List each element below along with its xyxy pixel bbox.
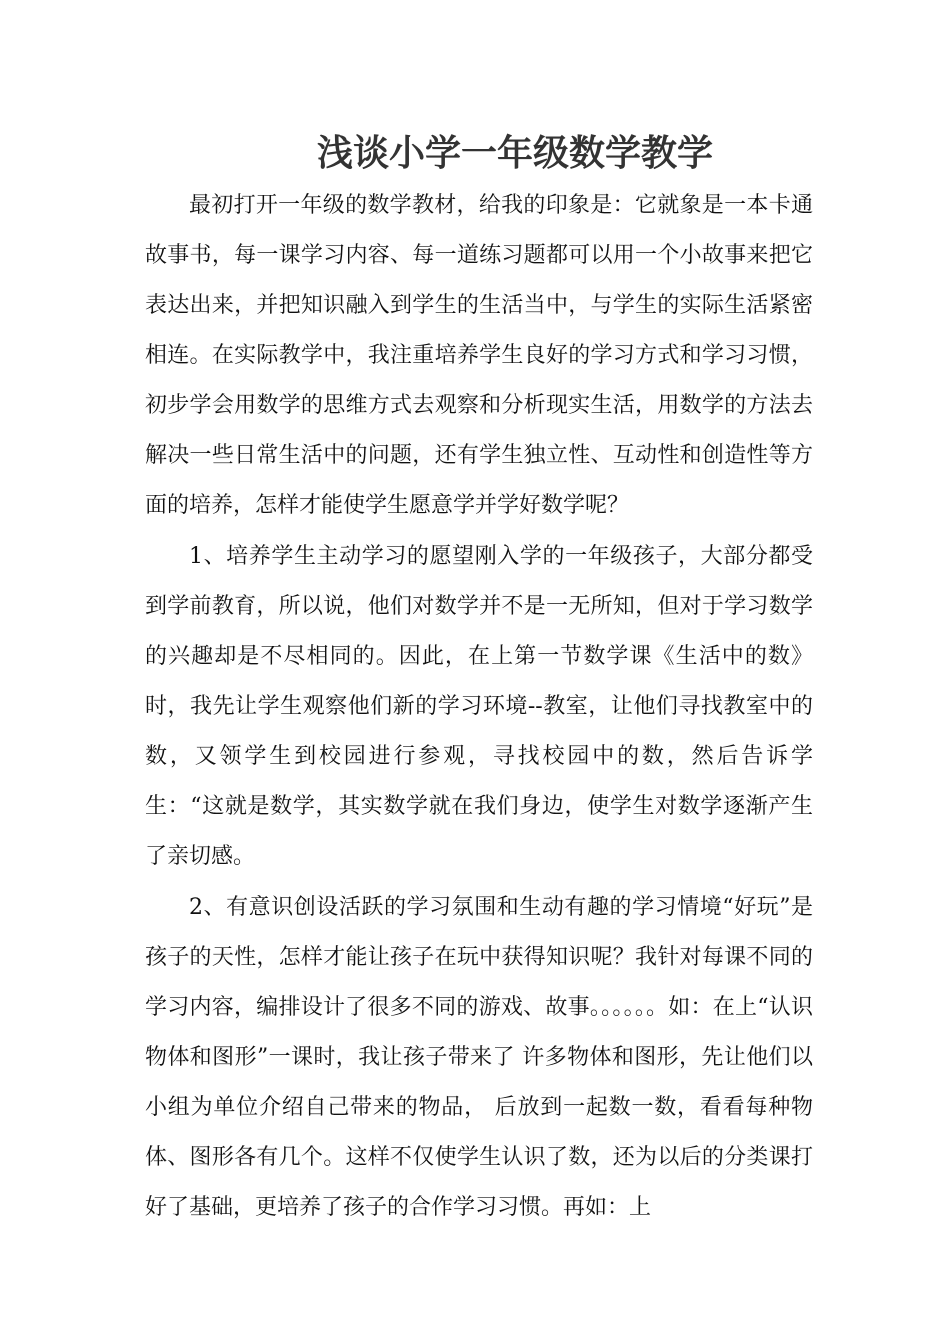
document-body	[145, 181, 813, 1233]
paragraph-section-1: 1、培养学生主动学习的愿望刚入学的一年级孩子，大部分都受到学前教育，所以说，他们对数学并不是一无所知，但对于学习数学的兴趣却是不尽相同的。因此，在上第一节数学课《生活中的数》时，我先让学生观察他们新的学习环境--教室，让他们寻找教室中的数，又领学生到校园进行参观，寻找校园中的数，然后告诉学生：“这就是数学，其实数学就在我们身边，使学生对数学逐渐产生了亲切感。	[145, 544, 813, 869]
document-title: 浅谈小学一年级数学教学	[316, 132, 713, 174]
paragraph-intro: 最初打开一年级的数学教材，给我的印象是：它就象是一本卡通故事书，每一课学习内容、每一道练习题都可以用一个小故事来把它表达出来，并把知识融入到学生的生活当中，与学生的实际生活紧密相连。在实际教学中，我注重培养学生良好的学习方式和学习习惯，初步学会用数学的思维方式去观察和分析现实生活，用数学的方法去解决一些日常生活中的问题，还有学生独立性、互动性和创造性等方面的培养，怎样才能使学生愿意学并学好数学呢？	[145, 193, 813, 518]
paragraph-section-2: 2、有意识创设活跃的学习氛围和生动有趣的学习情境“好玩”是孩子的天性，怎样才能让孩子在玩中获得知识呢？我针对每课不同的学习内容，编排设计了很多不同的游戏、故事。。。。。。如：在上“认识物体和图形”一课时，我让孩子带来了 许多物体和图形，先让他们以小组为单位介绍自己带来的物品， 后放到一起数一数，看看每种物体、图形各有几个。这样不仅使学生认识了数，还为以后的分类课打好了基础，更培养了孩子的合作学习习惯。再如：上	[145, 895, 813, 1220]
